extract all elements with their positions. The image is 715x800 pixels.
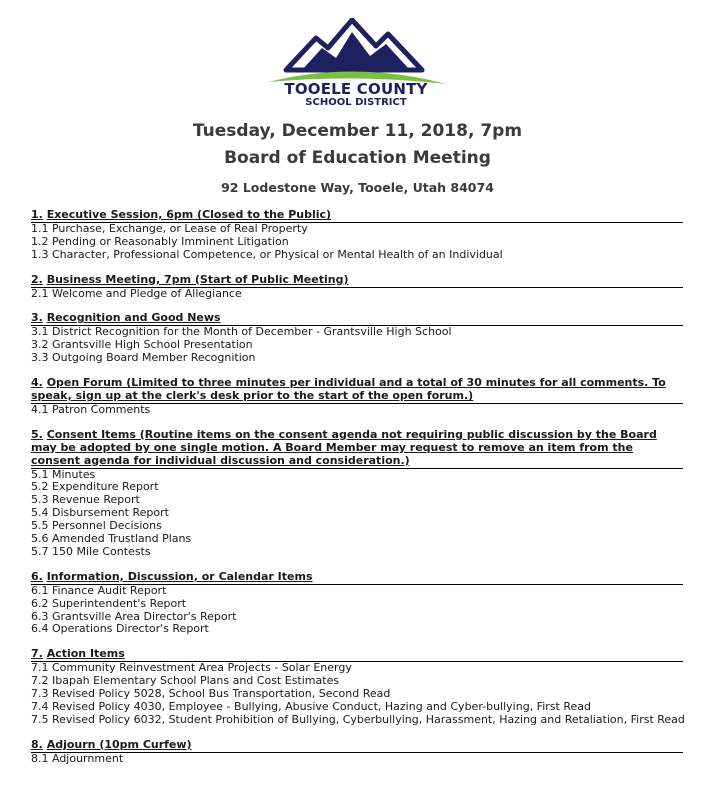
section-title: Executive Session, 6pm (Closed to the Public)	[46, 208, 332, 221]
section-heading	[31, 209, 683, 223]
section-title: Action Items	[46, 647, 125, 661]
section-heading	[31, 739, 683, 753]
agenda-section	[31, 429, 683, 559]
agenda-item: 5.7 150 Mile Contests	[31, 544, 151, 558]
section-number: 3.	[31, 311, 43, 325]
agenda-item: 7.5 Revised Policy 6032, Student Prohibition of Bullying, Cyberbullying, Harassment, Hazing and Retaliation, First Read	[31, 712, 685, 726]
meeting-address: 92 Lodestone Way, Tooele, Utah 84074	[221, 180, 494, 195]
agenda-item: 8.1 Adjournment	[31, 751, 124, 765]
agenda-item: 3.1 District Recognition for the Month of December - Grantsville High School	[31, 325, 452, 339]
section-heading	[31, 377, 683, 404]
agenda-item: 6.4 Operations Director's Report	[31, 622, 209, 636]
section-heading	[31, 312, 683, 326]
section-heading	[31, 429, 683, 469]
agenda-item: 7.4 Revised Policy 4030, Employee - Bullying, Abusive Conduct, Hazing and Cyber-bullying, First Read	[31, 700, 591, 713]
section-title: Consent Items (Routine items on the consent agenda not requiring public discussion by the Board may be adopted by one single motion. A Board Member may request to remove an item from the consent agenda for individual discussion and consideration.)	[31, 427, 657, 467]
section-title: Business Meeting, 7pm (Start of Public Meeting)	[46, 272, 349, 286]
section-number: 6.	[31, 569, 43, 583]
section-heading	[31, 274, 683, 288]
agenda-section	[31, 312, 683, 365]
agenda-item: 3.2 Grantsville High School Presentation	[31, 338, 253, 352]
agenda-section	[31, 377, 683, 417]
agenda-item: 7.1 Community Reinvestment Area Projects - Solar Energy	[31, 661, 352, 675]
section-title: Information, Discussion, or Calendar Items	[46, 569, 313, 583]
agenda-item: 6.3 Grantsville Area Director's Report	[31, 609, 237, 623]
agenda-item: 6.1 Finance Audit Report	[31, 583, 167, 597]
agenda-item: 1.1 Purchase, Exchange, or Lease of Real Property	[31, 221, 308, 235]
agenda-item: 5.1 Minutes	[31, 467, 96, 481]
agenda-item: 3.3 Outgoing Board Member Recognition	[31, 351, 256, 365]
district-logo	[264, 18, 448, 112]
agenda-section	[31, 648, 683, 726]
logo-tagline: Education Elevated	[312, 58, 400, 67]
section-title: Recognition and Good News	[46, 311, 221, 325]
section-number: 8.	[31, 737, 43, 751]
section-number: 7.	[31, 647, 43, 661]
meeting-title: Board of Education Meeting	[224, 148, 491, 168]
agenda-item: 2.1 Welcome and Pledge of Allegiance	[31, 286, 242, 300]
agenda-item: 6.2 Superintendent's Report	[31, 596, 187, 610]
section-number: 4.	[31, 376, 43, 390]
section-title: Open Forum (Limited to three minutes per individual and a total of 30 minutes for all comments. To speak, sign up at the clerk's desk prior to the start of the open forum.)	[31, 376, 666, 402]
agenda-item: 4.1 Patron Comments	[31, 402, 151, 416]
agenda-item: 5.2 Expenditure Report	[31, 480, 159, 494]
section-heading	[31, 648, 683, 662]
logo-name-line1: TOOELE COUNTY	[284, 80, 428, 98]
agenda-item: 1.3 Character, Professional Competence, or Physical or Mental Health of an Individual	[31, 247, 503, 261]
agenda-section	[31, 209, 683, 262]
section-heading	[31, 571, 683, 585]
agenda-item: 5.6 Amended Trustland Plans	[31, 532, 192, 546]
agenda-section	[31, 571, 683, 637]
section-number: 5.	[31, 427, 43, 441]
meeting-date: Tuesday, December 11, 2018, 7pm	[192, 121, 523, 141]
agenda-item: 5.4 Disbursement Report	[31, 506, 169, 520]
section-title: Adjourn (10pm Curfew)	[46, 737, 192, 751]
agenda-item: 7.2 Ibapah Elementary School Plans and Cost Estimates	[31, 674, 340, 688]
section-number: 1.	[31, 208, 43, 221]
agenda-section	[31, 739, 683, 766]
agenda	[31, 209, 683, 778]
agenda-item: 7.3 Revised Policy 5028, School Bus Transportation, Second Read	[31, 687, 391, 701]
logo-name-line2: SCHOOL DISTRICT	[305, 97, 407, 108]
agenda-item: 5.3 Revenue Report	[31, 493, 140, 507]
agenda-section	[31, 274, 683, 301]
agenda-item: 5.5 Personnel Decisions	[31, 519, 162, 533]
section-number: 2.	[31, 272, 43, 286]
agenda-item: 1.2 Pending or Reasonably Imminent Litigation	[31, 234, 289, 248]
